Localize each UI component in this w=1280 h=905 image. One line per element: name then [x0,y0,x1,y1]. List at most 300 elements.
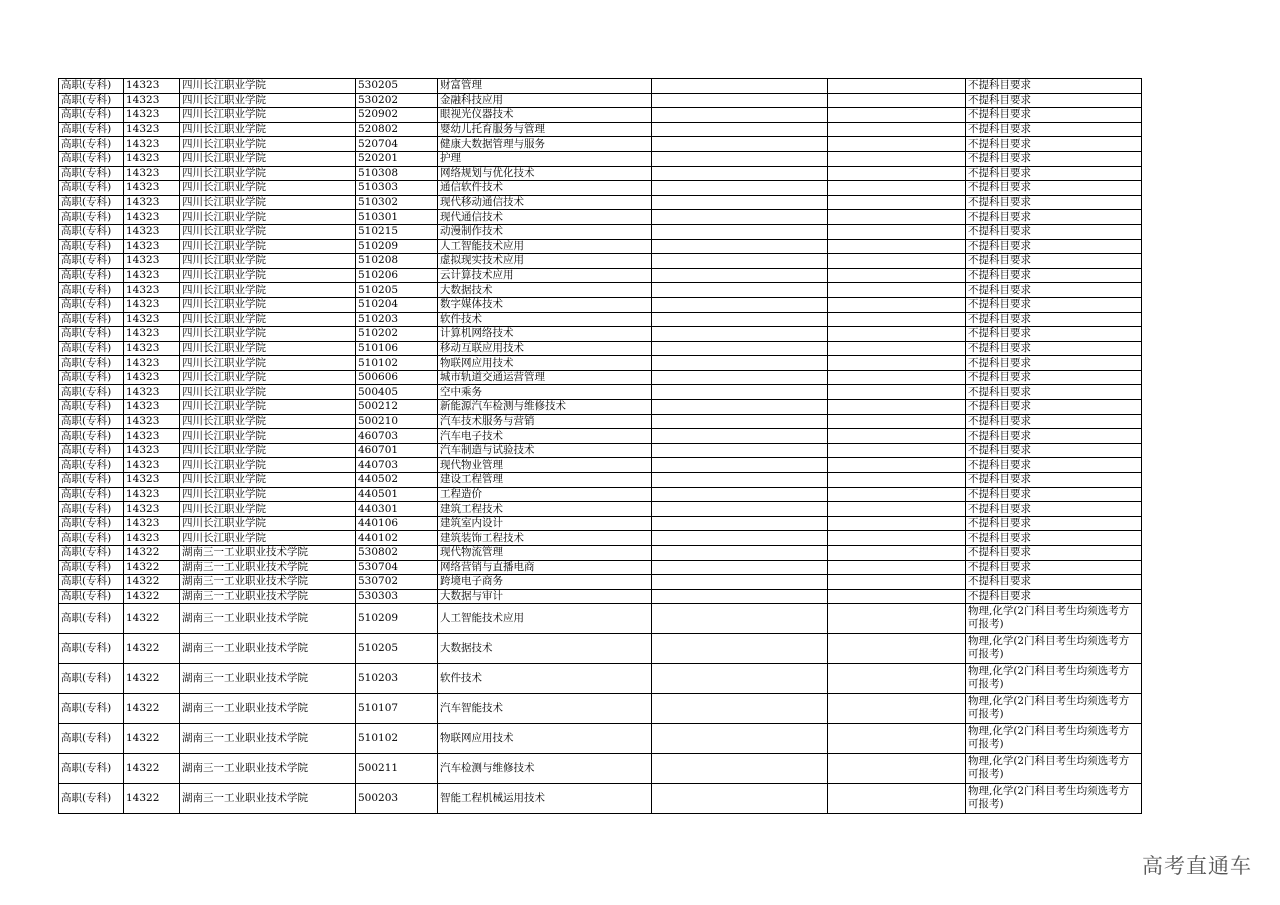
school-code-cell: 14323 [124,283,180,298]
school-code-cell: 14323 [124,297,180,312]
level-cell: 高职(专科) [59,487,124,502]
level-cell: 高职(专科) [59,516,124,531]
school-code-cell: 14323 [124,268,180,283]
major-code-cell: 530202 [356,93,438,108]
school-name-cell: 湖南三一工业职业技术学院 [180,604,356,634]
major-name-cell: 软件技术 [438,312,652,327]
blank-cell [652,239,828,254]
school-name-cell: 四川长江职业学院 [180,166,356,181]
major-name-cell: 跨境电子商务 [438,575,652,590]
major-name-cell: 汽车检测与维修技术 [438,754,652,784]
school-name-cell: 四川长江职业学院 [180,151,356,166]
major-code-cell: 510107 [356,694,438,724]
major-code-cell: 500212 [356,400,438,415]
major-name-cell: 工程造价 [438,487,652,502]
blank-cell [652,327,828,342]
subject-requirement-cell: 不提科目要求 [966,356,1142,371]
table-row [59,546,1142,561]
blank-cell [652,341,828,356]
subject-requirement-cell: 不提科目要求 [966,181,1142,196]
level-cell: 高职(专科) [59,122,124,137]
major-code-cell: 530802 [356,546,438,561]
blank-cell [652,385,828,400]
major-name-cell: 网络营销与直播电商 [438,560,652,575]
blank-cell [828,166,966,181]
school-code-cell: 14323 [124,356,180,371]
subject-requirement-cell: 不提科目要求 [966,327,1142,342]
major-name-cell: 人工智能技术应用 [438,239,652,254]
level-cell: 高职(专科) [59,546,124,561]
school-code-cell: 14323 [124,429,180,444]
subject-requirement-cell: 不提科目要求 [966,473,1142,488]
blank-cell [652,414,828,429]
blank-cell [828,356,966,371]
subject-requirement-cell: 不提科目要求 [966,195,1142,210]
major-name-cell: 护理 [438,151,652,166]
major-name-cell: 汽车智能技术 [438,694,652,724]
table-row [59,370,1142,385]
table-row [59,634,1142,664]
watermark-text: 高考直通车 [1142,854,1252,878]
blank-cell [652,268,828,283]
school-name-cell: 湖南三一工业职业技术学院 [180,724,356,754]
major-code-cell: 500405 [356,385,438,400]
table-row [59,137,1142,152]
subject-requirement-cell: 不提科目要求 [966,546,1142,561]
blank-cell [828,414,966,429]
blank-cell [652,166,828,181]
school-code-cell: 14323 [124,151,180,166]
school-code-cell: 14322 [124,546,180,561]
major-name-cell: 通信软件技术 [438,181,652,196]
level-cell: 高职(专科) [59,694,124,724]
subject-requirement-cell: 不提科目要求 [966,531,1142,546]
major-code-cell: 500211 [356,754,438,784]
major-name-cell: 现代物业管理 [438,458,652,473]
major-code-cell: 510203 [356,312,438,327]
school-code-cell: 14323 [124,166,180,181]
blank-cell [652,724,828,754]
blank-cell [828,181,966,196]
school-code-cell: 14323 [124,122,180,137]
subject-requirement-cell: 物理,化学(2门科目考生均须选考方可报考) [966,604,1142,634]
blank-cell [652,79,828,94]
major-code-cell: 530702 [356,575,438,590]
blank-cell [828,93,966,108]
level-cell: 高职(专科) [59,429,124,444]
major-name-cell: 计算机网络技术 [438,327,652,342]
blank-cell [652,195,828,210]
school-code-cell: 14323 [124,327,180,342]
table-row [59,414,1142,429]
level-cell: 高职(专科) [59,239,124,254]
major-code-cell: 530704 [356,560,438,575]
subject-requirement-cell: 不提科目要求 [966,283,1142,298]
school-code-cell: 14323 [124,458,180,473]
school-code-cell: 14323 [124,531,180,546]
major-code-cell: 510301 [356,210,438,225]
school-name-cell: 四川长江职业学院 [180,341,356,356]
level-cell: 高职(专科) [59,224,124,239]
subject-requirement-cell: 不提科目要求 [966,166,1142,181]
subject-requirement-cell: 不提科目要求 [966,487,1142,502]
blank-cell [652,210,828,225]
table-row [59,429,1142,444]
level-cell: 高职(专科) [59,166,124,181]
level-cell: 高职(专科) [59,254,124,269]
table-row [59,516,1142,531]
blank-cell [828,122,966,137]
blank-cell [652,283,828,298]
level-cell: 高职(专科) [59,356,124,371]
blank-cell [828,341,966,356]
major-code-cell: 510308 [356,166,438,181]
school-name-cell: 四川长江职业学院 [180,224,356,239]
blank-cell [828,108,966,123]
school-name-cell: 湖南三一工业职业技术学院 [180,664,356,694]
major-name-cell: 大数据技术 [438,634,652,664]
school-name-cell: 四川长江职业学院 [180,385,356,400]
level-cell: 高职(专科) [59,443,124,458]
blank-cell [652,473,828,488]
subject-requirement-cell: 不提科目要求 [966,341,1142,356]
table-row [59,473,1142,488]
blank-cell [828,502,966,517]
major-code-cell: 510204 [356,297,438,312]
school-code-cell: 14323 [124,312,180,327]
blank-cell [828,224,966,239]
table-row [59,560,1142,575]
major-name-cell: 软件技术 [438,664,652,694]
school-name-cell: 四川长江职业学院 [180,108,356,123]
school-code-cell: 14322 [124,754,180,784]
major-code-cell: 520704 [356,137,438,152]
blank-cell [652,589,828,604]
school-name-cell: 四川长江职业学院 [180,487,356,502]
table-row [59,458,1142,473]
blank-cell [828,516,966,531]
major-code-cell: 510202 [356,327,438,342]
table-row [59,356,1142,371]
level-cell: 高职(专科) [59,400,124,415]
subject-requirement-cell: 不提科目要求 [966,137,1142,152]
subject-requirement-cell: 不提科目要求 [966,414,1142,429]
level-cell: 高职(专科) [59,414,124,429]
blank-cell [828,589,966,604]
subject-requirement-cell: 不提科目要求 [966,254,1142,269]
major-name-cell: 动漫制作技术 [438,224,652,239]
blank-cell [828,784,966,814]
level-cell: 高职(专科) [59,79,124,94]
blank-cell [652,531,828,546]
subject-requirement-cell: 不提科目要求 [966,502,1142,517]
school-code-cell: 14323 [124,254,180,269]
blank-cell [828,137,966,152]
major-name-cell: 汽车电子技术 [438,429,652,444]
level-cell: 高职(专科) [59,283,124,298]
level-cell: 高职(专科) [59,297,124,312]
school-code-cell: 14323 [124,79,180,94]
major-code-cell: 500203 [356,784,438,814]
major-name-cell: 汽车制造与试验技术 [438,443,652,458]
level-cell: 高职(专科) [59,312,124,327]
school-name-cell: 四川长江职业学院 [180,312,356,327]
major-code-cell: 510205 [356,283,438,298]
major-code-cell: 460701 [356,443,438,458]
school-code-cell: 14323 [124,414,180,429]
blank-cell [652,122,828,137]
school-name-cell: 四川长江职业学院 [180,297,356,312]
level-cell: 高职(专科) [59,327,124,342]
table-row [59,502,1142,517]
subject-requirement-cell: 不提科目要求 [966,458,1142,473]
major-name-cell: 建筑室内设计 [438,516,652,531]
major-code-cell: 520802 [356,122,438,137]
subject-requirement-cell: 不提科目要求 [966,297,1142,312]
school-code-cell: 14323 [124,487,180,502]
subject-requirement-cell: 不提科目要求 [966,210,1142,225]
school-code-cell: 14322 [124,634,180,664]
subject-requirement-cell: 不提科目要求 [966,560,1142,575]
blank-cell [652,137,828,152]
table-row [59,297,1142,312]
blank-cell [652,108,828,123]
blank-cell [828,385,966,400]
school-code-cell: 14323 [124,370,180,385]
major-code-cell: 460703 [356,429,438,444]
blank-cell [652,784,828,814]
major-code-cell: 520201 [356,151,438,166]
blank-cell [828,473,966,488]
table-row [59,694,1142,724]
blank-cell [828,443,966,458]
major-name-cell: 空中乘务 [438,385,652,400]
blank-cell [652,634,828,664]
blank-cell [828,754,966,784]
school-code-cell: 14323 [124,502,180,517]
major-code-cell: 530205 [356,79,438,94]
table-row [59,283,1142,298]
major-name-cell: 城市轨道交通运营管理 [438,370,652,385]
level-cell: 高职(专科) [59,502,124,517]
table-row [59,724,1142,754]
blank-cell [828,531,966,546]
major-code-cell: 510102 [356,356,438,371]
major-code-cell: 440502 [356,473,438,488]
school-name-cell: 四川长江职业学院 [180,370,356,385]
blank-cell [828,79,966,94]
school-name-cell: 四川长江职业学院 [180,195,356,210]
major-name-cell: 大数据技术 [438,283,652,298]
table-row [59,93,1142,108]
major-name-cell: 网络规划与优化技术 [438,166,652,181]
major-code-cell: 530303 [356,589,438,604]
blank-cell [828,327,966,342]
school-name-cell: 四川长江职业学院 [180,473,356,488]
school-code-cell: 14322 [124,694,180,724]
blank-cell [652,93,828,108]
level-cell: 高职(专科) [59,473,124,488]
table-row [59,443,1142,458]
school-code-cell: 14323 [124,473,180,488]
subject-requirement-cell: 不提科目要求 [966,516,1142,531]
blank-cell [828,575,966,590]
major-code-cell: 510303 [356,181,438,196]
school-name-cell: 四川长江职业学院 [180,443,356,458]
blank-cell [828,429,966,444]
major-name-cell: 财富管理 [438,79,652,94]
blank-cell [828,634,966,664]
school-name-cell: 四川长江职业学院 [180,79,356,94]
major-name-cell: 虚拟现实技术应用 [438,254,652,269]
table-row [59,664,1142,694]
level-cell: 高职(专科) [59,370,124,385]
major-code-cell: 440106 [356,516,438,531]
blank-cell [652,664,828,694]
major-name-cell: 智能工程机械运用技术 [438,784,652,814]
major-code-cell: 440102 [356,531,438,546]
level-cell: 高职(专科) [59,724,124,754]
school-name-cell: 湖南三一工业职业技术学院 [180,784,356,814]
major-code-cell: 520902 [356,108,438,123]
blank-cell [652,487,828,502]
major-name-cell: 汽车技术服务与营销 [438,414,652,429]
level-cell: 高职(专科) [59,589,124,604]
major-code-cell: 440501 [356,487,438,502]
blank-cell [828,694,966,724]
table-row [59,195,1142,210]
school-name-cell: 四川长江职业学院 [180,283,356,298]
table-row [59,210,1142,225]
blank-cell [652,458,828,473]
level-cell: 高职(专科) [59,151,124,166]
level-cell: 高职(专科) [59,664,124,694]
school-name-cell: 四川长江职业学院 [180,210,356,225]
major-name-cell: 移动互联应用技术 [438,341,652,356]
subject-requirement-cell: 不提科目要求 [966,385,1142,400]
school-code-cell: 14322 [124,724,180,754]
blank-cell [828,151,966,166]
level-cell: 高职(专科) [59,754,124,784]
blank-cell [652,694,828,724]
major-name-cell: 云计算技术应用 [438,268,652,283]
table-row [59,181,1142,196]
school-name-cell: 湖南三一工业职业技术学院 [180,634,356,664]
blank-cell [652,516,828,531]
school-name-cell: 四川长江职业学院 [180,356,356,371]
school-code-cell: 14323 [124,137,180,152]
major-name-cell: 现代物流管理 [438,546,652,561]
blank-cell [828,724,966,754]
table-row [59,108,1142,123]
major-name-cell: 健康大数据管理与服务 [438,137,652,152]
school-code-cell: 14322 [124,575,180,590]
school-code-cell: 14323 [124,181,180,196]
subject-requirement-cell: 物理,化学(2门科目考生均须选考方可报考) [966,754,1142,784]
school-code-cell: 14323 [124,93,180,108]
school-name-cell: 四川长江职业学院 [180,181,356,196]
admission-table [58,78,1142,814]
blank-cell [652,400,828,415]
school-name-cell: 四川长江职业学院 [180,137,356,152]
major-code-cell: 510302 [356,195,438,210]
table-row [59,531,1142,546]
major-code-cell: 510206 [356,268,438,283]
major-name-cell: 人工智能技术应用 [438,604,652,634]
major-name-cell: 建筑装饰工程技术 [438,531,652,546]
school-name-cell: 四川长江职业学院 [180,429,356,444]
blank-cell [652,297,828,312]
school-code-cell: 14323 [124,400,180,415]
blank-cell [652,312,828,327]
subject-requirement-cell: 物理,化学(2门科目考生均须选考方可报考) [966,664,1142,694]
major-code-cell: 500606 [356,370,438,385]
subject-requirement-cell: 不提科目要求 [966,429,1142,444]
subject-requirement-cell: 物理,化学(2门科目考生均须选考方可报考) [966,724,1142,754]
level-cell: 高职(专科) [59,575,124,590]
blank-cell [652,151,828,166]
blank-cell [828,283,966,298]
school-code-cell: 14323 [124,516,180,531]
blank-cell [828,370,966,385]
subject-requirement-cell: 不提科目要求 [966,443,1142,458]
school-name-cell: 四川长江职业学院 [180,93,356,108]
level-cell: 高职(专科) [59,268,124,283]
school-code-cell: 14323 [124,224,180,239]
subject-requirement-cell: 不提科目要求 [966,93,1142,108]
table-row [59,239,1142,254]
school-name-cell: 湖南三一工业职业技术学院 [180,546,356,561]
level-cell: 高职(专科) [59,137,124,152]
subject-requirement-cell: 不提科目要求 [966,239,1142,254]
table-row [59,122,1142,137]
table-row [59,784,1142,814]
table-row [59,268,1142,283]
level-cell: 高职(专科) [59,341,124,356]
blank-cell [652,575,828,590]
blank-cell [828,312,966,327]
major-code-cell: 510205 [356,634,438,664]
table-row [59,400,1142,415]
major-code-cell: 510102 [356,724,438,754]
major-code-cell: 440301 [356,502,438,517]
major-code-cell: 510209 [356,604,438,634]
level-cell: 高职(专科) [59,195,124,210]
major-name-cell: 物联网应用技术 [438,724,652,754]
school-name-cell: 四川长江职业学院 [180,239,356,254]
major-name-cell: 婴幼儿托育服务与管理 [438,122,652,137]
blank-cell [652,546,828,561]
school-code-cell: 14323 [124,239,180,254]
school-name-cell: 四川长江职业学院 [180,268,356,283]
blank-cell [828,297,966,312]
school-name-cell: 四川长江职业学院 [180,122,356,137]
school-name-cell: 四川长江职业学院 [180,327,356,342]
blank-cell [652,604,828,634]
level-cell: 高职(专科) [59,458,124,473]
level-cell: 高职(专科) [59,531,124,546]
table-row [59,341,1142,356]
school-code-cell: 14322 [124,664,180,694]
subject-requirement-cell: 不提科目要求 [966,312,1142,327]
major-code-cell: 440703 [356,458,438,473]
blank-cell [652,356,828,371]
blank-cell [652,443,828,458]
level-cell: 高职(专科) [59,560,124,575]
subject-requirement-cell: 不提科目要求 [966,79,1142,94]
table-row [59,575,1142,590]
major-name-cell: 建筑工程技术 [438,502,652,517]
